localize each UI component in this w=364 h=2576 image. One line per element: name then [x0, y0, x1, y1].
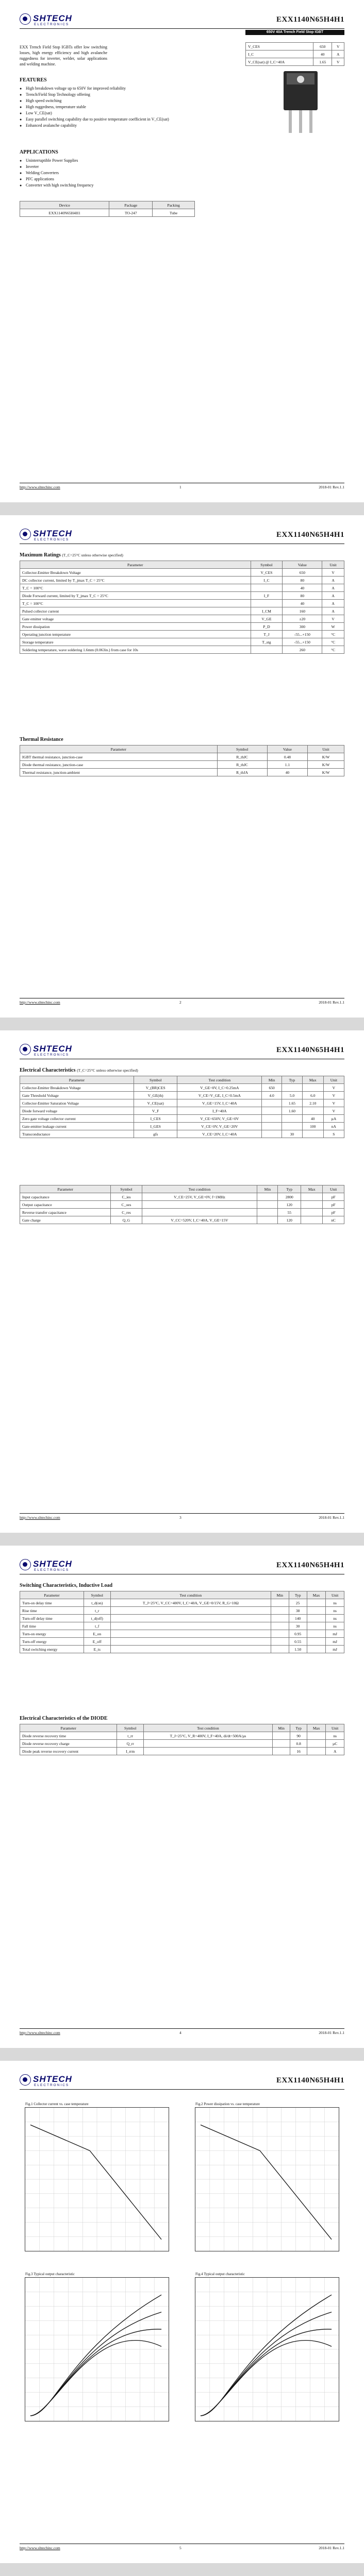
table-row: Fall time t_f 30 ns: [20, 1622, 344, 1630]
table-row: Diode peak reverse recovery current I_rrm 16 A: [20, 1748, 344, 1755]
table-row: Rise time t_r 38 ns: [20, 1607, 344, 1615]
curve: [201, 2312, 332, 2416]
feature-item: ● Easy parallel switching capability due to positive temperature coefficient in V_CE(sat): [20, 116, 169, 123]
table-header-row: Parameter Symbol Test condition Min Typ Max Unit: [20, 1076, 344, 1084]
curve: [30, 2329, 161, 2416]
table-row: Pulsed collector current I_CM 160 A: [20, 607, 344, 615]
ordering-info: [20, 201, 195, 217]
switching-title: Switching Characteristics, Inductive Load: [20, 1583, 112, 1588]
table-row: Storage temperature T_stg -55...+150 °C: [20, 638, 344, 646]
page-5: SHTECH ELECTRONICS EXX1140N65H4H1 Fig.1 Collector current vs. case temperature Fig.2 Power dissipation vs. case temperature Fig.3 Typical output characteristic Fig.4 Typical output characteristic http://www.shtechinc.com 5 2018-01 Rev.1.1: [0, 2061, 364, 2563]
table-row: Turn-off delay time t_d(off) 140 ns: [20, 1615, 344, 1622]
electrical-title: Electrical Characteristics (T_C=25°C unless otherwise specified): [20, 1067, 138, 1073]
key-parameters-table: V_CES 650 V I_C 40 A V_CE(sat) @ I_C=40A 1.65 V: [245, 42, 344, 66]
curve: [30, 2295, 161, 2416]
curve: [30, 2312, 161, 2416]
table-row: Collector-Emitter Saturation Voltage V_CE(sat) V_GE=15V, I_C=40A 1.65 2.10 V: [20, 1099, 344, 1107]
page-2: SHTECH ELECTRONICS EXX1140N65H4H1 Maximum Ratings (T_C=25°C unless otherwise specified) Parameter Symbol Value Unit Collector-Emitter Breakdown Voltage V_CES 650 V DC collector current, limited by T_jmax T_C = 25°C I_C 80 A T_C = 100°C 40 A Diode Forward current, limited by T_jmax T_C = 25°C I_F 80 A T_C = 100°C 40 A Pulsed collector current I_CM 160 A Gate emitter voltage V_GE ±20 V Power dissipation P_D 300 W Operating junction temperature T_J -55...+150 °C Storage temperature T_stg -55...+150 °C Soldering temperature, wave soldering 1.6mm (0.063in.) from case for 10s 260 °C Thermal Resistance Parameter Symbol Value Unit IGBT thermal resistance, junction-case R_thJC 0.48 K/W Diode thermal resistance, junction-case R_thJC 1.1 K/W Thermal resistance, junction-ambient R_thJA 40 K/W http://www.shtechinc.com 2 2018-01 Rev.1.1: [0, 515, 364, 1018]
thermal-table-wrap: [20, 745, 344, 776]
feature-item: ● Enhanced avalanche capability: [20, 123, 169, 129]
subtitle-bar: 650V 40A Trench Field Stop IGBT: [245, 30, 344, 35]
feature-item: ● Low V_CE(sat): [20, 110, 169, 116]
table-row: Diode reverse recovery charge Q_rr 0.8 µC: [20, 1740, 344, 1748]
table-row: Operating junction temperature T_J -55...+150 °C: [20, 631, 344, 638]
description: EXX Trench Field Stop IGBTs offer low switching losses, high energy efficiency and high avalanche ruggedness for inverter, welder, solar applications and welding machine.: [20, 45, 107, 66]
page-header: [20, 13, 344, 29]
table-row: Soldering temperature, wave soldering 1.6mm (0.063in.) from case for 10s 260 °C: [20, 646, 344, 654]
switching-table: [20, 1591, 344, 1653]
electrical-table: [20, 1076, 344, 1138]
application-item: ● Welding Converters: [20, 170, 94, 176]
table-row: Collector-Emitter Breakdown Voltage V_(BR)CES V_GE=0V, I_C=0.25mA 650 V: [20, 1084, 344, 1092]
table-row: Diode reverse recovery time t_rr T_J=25°C, V_R=400V, I_F=40A, di/dt=500A/µs 90 ns: [20, 1732, 344, 1740]
table-row: Output capacitance C_oes 120 pF: [20, 1201, 344, 1209]
table-row: Power dissipation P_D 300 W: [20, 623, 344, 631]
table-row: Diode forward voltage V_F I_F=40A 1.60 V: [20, 1107, 344, 1115]
application-item: ● PFC applications: [20, 176, 94, 182]
company-logo-icon: [20, 13, 31, 25]
table-row: T_C = 100°C 40 A: [20, 600, 344, 607]
company-logo-icon: [20, 529, 31, 540]
company-logo-sub: ELECTRONICS: [34, 23, 70, 26]
figure-2: Fig.2 Power dissipation vs. case temperature: [195, 2107, 339, 2251]
table-header-row: Parameter Symbol Test condition Min Typ Max Unit: [20, 1185, 344, 1193]
feature-item: ● High breakdown voltage up to 650V for improved reliability: [20, 86, 169, 92]
ordering-table: Device Package Packing EXX1140N65H4H1 TO-247 Tube: [20, 201, 195, 217]
table-row: Diode Forward current, limited by T_jmax T_C = 25°C I_F 80 A: [20, 592, 344, 600]
application-item: ● Uninterruptible Power Supplies: [20, 158, 94, 164]
curve: [201, 2295, 332, 2416]
applications-list: [20, 158, 94, 189]
company-logo-icon: [20, 2074, 31, 2086]
feature-item: ● High ruggedness, temperature stable: [20, 104, 169, 110]
page-3: SHTECH ELECTRONICS EXX1140N65H4H1 Electrical Characteristics (T_C=25°C unless otherwise specified) Parameter Symbol Test condition Min Typ Max Unit Collector-Emitter Breakdown Voltage V_(BR)CES V_GE=0V, I_C=0.25mA 650 V Gate Threshold Voltage V_GE(th) V_CE=V_GE, I_C=0.5mA 4.0 5.0 6.0 V Collector-Emitter Saturation Voltage V_CE(sat) V_GE=15V, I_C=40A 1.65 2.10 V Diode forward voltage V_F I_F=40A 1.60 V Zero gate voltage collector current I_CES V_CE=650V, V_GE=0V 40 µA Gate-emitter leakage current I_GES V_CE=0V, V_GE=20V 100 nA Transconductance gfs V_CE=20V, I_C=40A 30 S Parameter Symbol Test condition Min Typ Max Unit Input capacitance C_ies V_CE=25V, V_GE=0V, f=1MHz 2800 pF Output capacitance C_oes 120 pF Reverse transfer capacitance C_res 55 pF Gate charge Q_G V_CC=520V, I_C=40A, V_GE=15V 120 nC http://www.shtechinc.com 3 2018-01 Rev.1.1: [0, 1030, 364, 1533]
figure-4: Fig.4 Typical output characteristic: [195, 2277, 339, 2421]
company-logo-icon: [20, 1044, 31, 1055]
feature-item: ● Trench/Field Stop Technology offering: [20, 92, 169, 98]
table-row: Total switching energy E_ts 1.50 mJ: [20, 1646, 344, 1653]
page-4: SHTECH ELECTRONICS EXX1140N65H4H1 Switching Characteristics, Inductive Load Parameter Symbol Test condition Min Typ Max Unit Turn-on delay time t_d(on) T_J=25°C, V_CC=400V, I_C=40A, V_GE=0/15V, R_G=10Ω 25 ns Rise time t_r 38 ns Turn-off delay time t_d(off) 140 ns Fall time t_f 30 ns Turn-on energy E_on 0.95 mJ Turn-off energy E_off 0.55 mJ Total switching energy E_ts 1.50 mJ Electrical Characteristics of the DIODE Parameter Symbol Test condition Min Typ Max Unit Diode reverse recovery time t_rr T_J=25°C, V_R=400V, I_F=40A, di/dt=500A/µs 90 ns Diode reverse recovery charge Q_rr 0.8 µC Diode peak reverse recovery current I_rrm 16 A http://www.shtechinc.com 4 2018-01 Rev.1.1: [0, 1546, 364, 2048]
application-item: ● Converter with high switching frequency: [20, 182, 94, 189]
table-row: Turn-on delay time t_d(on) T_J=25°C, V_CC=400V, I_C=40A, V_GE=0/15V, R_G=10Ω 25 ns: [20, 1599, 344, 1607]
max-ratings-title: Maximum Ratings (T_C=25°C unless otherwise specified): [20, 552, 123, 558]
table-header-row: Parameter Symbol Value Unit: [20, 561, 344, 569]
table-row: Gate emitter voltage V_GE ±20 V: [20, 615, 344, 623]
page-footer: [20, 483, 344, 490]
company-logo-icon: [20, 1559, 31, 1570]
page-1: [0, 0, 364, 502]
part-number: EXX1140N65H4H1: [276, 15, 344, 24]
table-row: Gate charge Q_G V_CC=520V, I_C=40A, V_GE=15V 120 nC: [20, 1216, 344, 1224]
table-row: Turn-on energy E_on 0.95 mJ: [20, 1630, 344, 1638]
revision: 2018-01 Rev.1.1: [319, 485, 344, 489]
page-number: 1: [179, 485, 181, 489]
features-list: [20, 86, 169, 129]
thermal-title: Thermal Resistance: [20, 737, 63, 742]
table-row: Transconductance gfs V_CE=20V, I_C=40A 30 S: [20, 1130, 344, 1138]
application-item: ● Inverter: [20, 164, 94, 170]
table-row: Gate-emitter leakage current I_GES V_CE=0V, V_GE=20V 100 nA: [20, 1123, 344, 1130]
table-row: T_C = 100°C 40 A: [20, 584, 344, 592]
table-header-row: Parameter Symbol Value Unit: [20, 745, 344, 753]
table-row: Collector-Emitter Breakdown Voltage V_CES 650 V: [20, 569, 344, 577]
max-ratings-table-wrap: [20, 561, 344, 654]
table-row: DC collector current, limited by T_jmax T_C = 25°C I_C 80 A: [20, 577, 344, 584]
company-logo: SHTECH: [33, 13, 72, 23]
table-row: Gate Threshold Voltage V_GE(th) V_CE=V_GE, I_C=0.5mA 4.0 5.0 6.0 V: [20, 1092, 344, 1099]
footer-url[interactable]: http://www.shtechinc.com: [20, 485, 60, 489]
figure-3: Fig.3 Typical output characteristic: [25, 2277, 169, 2421]
diode-table: [20, 1724, 344, 1755]
applications-title: APPLICATIONS: [20, 149, 58, 155]
table-header-row: Parameter Symbol Test condition Min Typ Max Unit: [20, 1591, 344, 1599]
table-row: Reverse transfer capacitance C_res 55 pF: [20, 1209, 344, 1216]
table-row: IGBT thermal resistance, junction-case R_thJC 0.48 K/W: [20, 753, 344, 761]
figure-1: Fig.1 Collector current vs. case temperature: [25, 2107, 169, 2251]
feature-item: ● High speed switching: [20, 98, 169, 104]
table-row: Turn-off energy E_off 0.55 mJ: [20, 1638, 344, 1646]
max-ratings-table: [20, 561, 344, 654]
table-header-row: Parameter Symbol Test condition Min Typ Max Unit: [20, 1724, 344, 1732]
table-row: Thermal resistance, junction-ambient R_thJA 40 K/W: [20, 769, 344, 776]
curve: [201, 2329, 332, 2416]
table-row: Input capacitance C_ies V_CE=25V, V_GE=0V, f=1MHz 2800 pF: [20, 1193, 344, 1201]
features-title: FEATURES: [20, 77, 47, 83]
thermal-table: [20, 745, 344, 776]
to247-package-image: [272, 68, 329, 135]
table-row: Zero gate voltage collector current I_CES V_CE=650V, V_GE=0V 40 µA: [20, 1115, 344, 1123]
dynamic-table: [20, 1185, 344, 1224]
diode-title: Electrical Characteristics of the DIODE: [20, 1716, 108, 1721]
table-row: Diode thermal resistance, junction-case R_thJC 1.1 K/W: [20, 761, 344, 769]
